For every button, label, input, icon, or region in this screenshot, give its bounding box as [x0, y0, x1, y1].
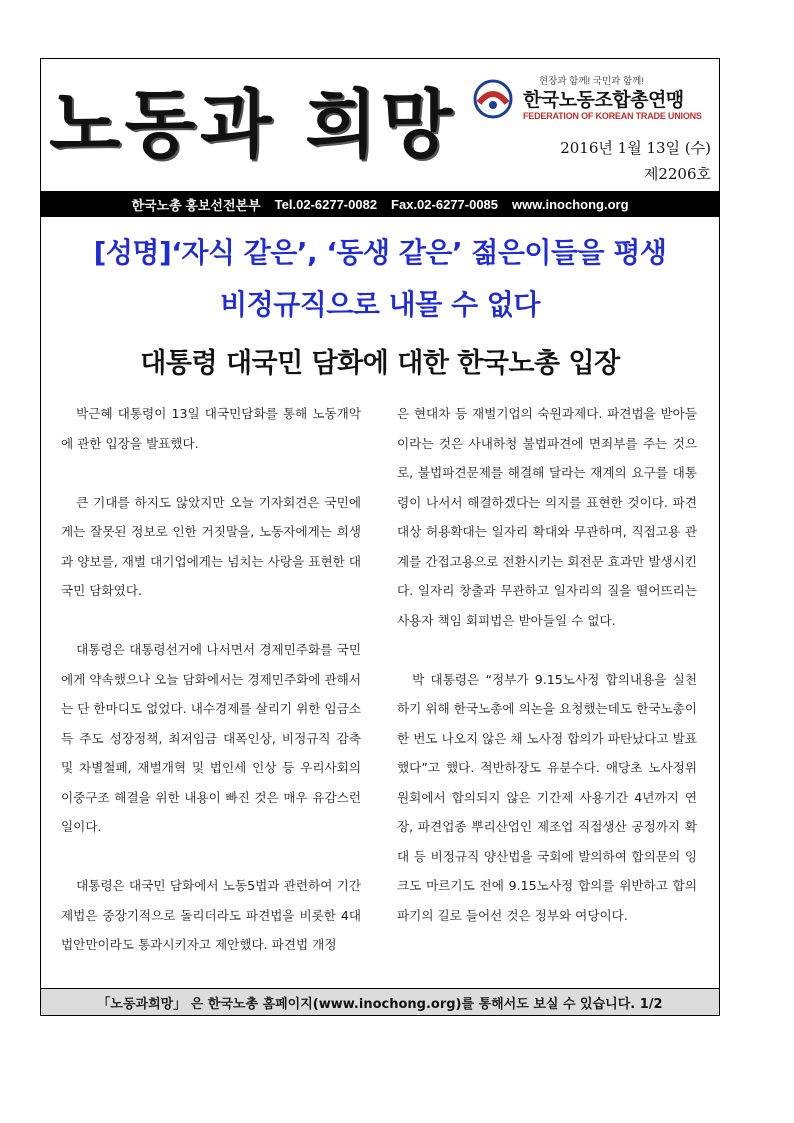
fax-number: Fax.02-6277-0085 [391, 196, 499, 212]
headline-line-1: [성명]‘자식 같은’, ‘동생 같은’ 젊은이들을 평생 [93, 236, 667, 269]
org-name-english: FEDERATION OF KOREAN TRADE UNIONS [523, 111, 702, 121]
fktu-logo-icon [473, 79, 513, 119]
contact-bar [41, 191, 719, 217]
website-link[interactable]: www.inochong.org [512, 196, 629, 212]
headline-line-2: 비정규직으로 내몰 수 없다 [220, 288, 540, 321]
body-column-right [397, 399, 697, 960]
dept-name: 한국노총 홍보선전본부 [131, 197, 261, 213]
newsletter-title: 노동과 희망 [49, 82, 457, 168]
masthead [41, 59, 719, 189]
footer-note: 「노동과희망」 은 한국노총 홈페이지(www.inochong.org)를 통해서도 보실 수 있습니다. 1/2 [41, 988, 719, 1015]
newsletter-page [40, 58, 720, 1016]
paragraph: 큰 기대를 하지도 않았지만 오늘 기자회견은 국민에게는 잘못된 정보로 인한 거짓말을, 노동자에게는 희생과 양보를, 재벌 대기업에게는 넘치는 사랑을 표현한 대국민 담화였다. [61, 494, 361, 598]
issue-number: 제2206호 [643, 165, 711, 183]
subheadline: 대통령 대국민 담화에 대한 한국노총 입장 [140, 348, 620, 379]
body-column-left [61, 399, 361, 989]
paragraph: 대통령은 대통령선거에 나서면서 경제민주화를 국민에게 약속했으나 오늘 담화에서는 경제민주화에 관해서는 단 한마디도 없었다. 내수경제를 살리기 위한 임금소득 주도 성장정책, 최저임금 대폭인상, 비정규직 감축 및 차별철폐, 재벌개혁 및 법인세 인상 등 우리사회의 이중구조 해결을 위한 내용이 빠진 것은 매우 유감스런 일이다. [61, 642, 361, 834]
paragraph: 은 현대차 등 재벌기업의 숙원과제다. 파견법을 받아들이라는 것은 사내하청 불법파견에 면죄부를 주는 것으로, 불법파견문제를 해결해 달라는 재계의 요구를 대통령이 나서서 해결하겠다는 의지를 표현한 것이다. 파견대상 허용확대는 일자리 확대와 무관하며, 직접고용 관계를 간접고용으로 전환시키는 회전문 효과만 발생시킨다. 일자리 창출과 무관하고 일자리의 질을 떨어뜨리는 사용자 책임 회피법은 받아들일 수 없다. [397, 406, 697, 628]
paragraph: 박 대통령은 “정부가 9.15노사정 합의내용을 실천하기 위해 한국노총에 의논을 요청했는데도 한국노총이 한 번도 나오지 않은 채 노사정 합의가 파탄났다고 발표했다”고 했다. 적반하장도 유분수다. 애당초 노사정위원회에서 합의되지 않은 기간제 사용기간 4년까지 연장, 파견업종 뿌리산업인 제조업 직접생산 공정까지 확대 등 비정규직 양산법을 국회에 발의하여 합의문의 잉크도 마르기도 전에 9.15노사정 합의를 위반하고 합의 파기의 길로 들어선 것은 정부와 여당이다. [397, 671, 697, 923]
issue-date: 2016년 1월 13일 (수) [560, 139, 711, 157]
paragraph: 대통령은 대국민 담화에서 노동5법과 관련하여 기간제법은 중장기적으로 돌리더라도 파견법을 비롯한 4대 법안만이라도 통과시키자고 제안했다. 파견법 개정 [61, 878, 361, 952]
phone-number: Tel.02-6277-0082 [274, 196, 378, 212]
paragraph: 박근혜 대통령이 13일 대국민담화를 통해 노동개악에 관한 입장을 발표했다. [61, 406, 361, 451]
org-name: 한국노동조합총연맹 [523, 89, 684, 111]
org-brand [473, 71, 719, 131]
org-slogan: 현장과 함께! 국민과 함께! [539, 76, 644, 87]
